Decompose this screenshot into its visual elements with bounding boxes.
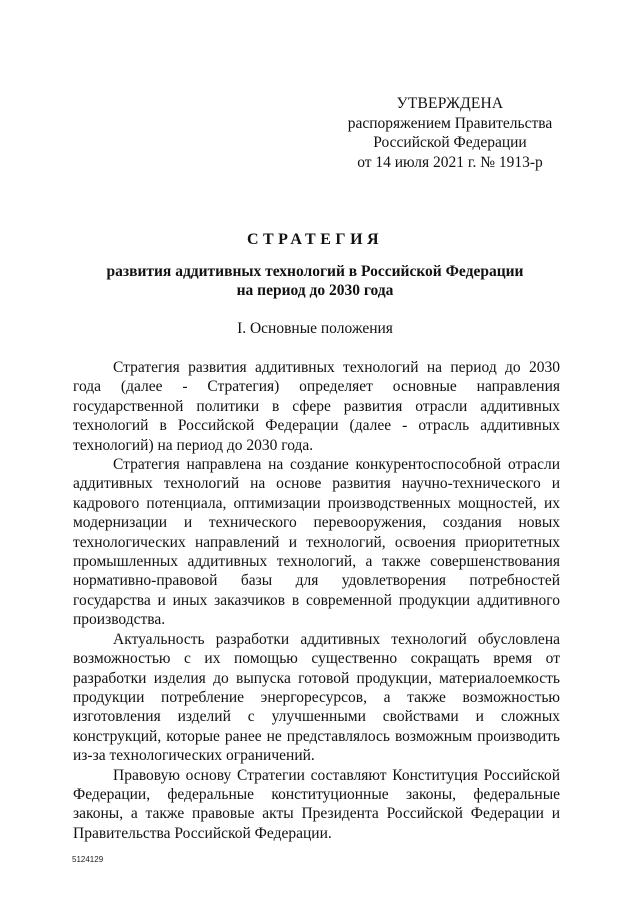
approval-authority: распоряжением Правительства [347, 114, 553, 132]
document-subtitle-line-2: на период до 2030 года [236, 282, 394, 299]
document-subtitle [70, 262, 560, 300]
approval-date-number: от 14 июля 2021 г. № 1913-р [357, 153, 543, 171]
section-heading: I. Основные положения [237, 320, 393, 337]
approval-title: УТВЕРЖДЕНА [396, 95, 504, 112]
footer-document-code: 5124129 [72, 855, 104, 864]
approval-country: Российской Федерации [373, 134, 527, 151]
paragraph: Правовую основу Стратегии составляют Конституция Российской Федерации, федеральные конституционные законы, федеральные законы, а также правовые акты Президента Российской Федерации и Правительства Российской Федерации. [73, 766, 560, 842]
document-title-block [70, 230, 560, 300]
section-body [73, 358, 560, 843]
paragraph: Стратегия развития аддитивных технологий на период до 2030 года (далее - Стратегия) определяет основные направления государственной политики в сфере развития отрасли аддитивных технологий в Российской Федерации (далее - отрасль аддитивных технологий) на период до 2030 года. [73, 359, 560, 454]
paragraph: Стратегия направлена на создание конкурентоспособной отрасли аддитивных технологий на основе развития научно-технического и кадрового потенциала, оптимизации производственных мощностей, их модернизации и технического перевооружения, создания новых технологических направлений и технологий, освоения приоритетных промышленных аддитивных технологий, а также совершенствования нормативно-правовой базы для удовлетворения потребностей государства и иных заказчиков в современной продукции аддитивного производства. [73, 456, 560, 629]
paragraph: Актуальность разработки аддитивных технологий обусловлена возможностью с их помощью существенно сокращать время от разработки изделия до выпуска готовой продукции, материалоемкость продукции потребление энергоресурсов, а также возможностью изготовления изделий с улучшенными свойствами и сложных конструкций, которые ранее не представлялось возможным производить из-за технологических ограничений. [73, 630, 560, 765]
approval-stamp [330, 94, 570, 172]
document-type: СТРАТЕГИЯ [246, 231, 384, 248]
document-subtitle-line-1: развития аддитивных технологий в Российской Федерации [106, 263, 524, 280]
